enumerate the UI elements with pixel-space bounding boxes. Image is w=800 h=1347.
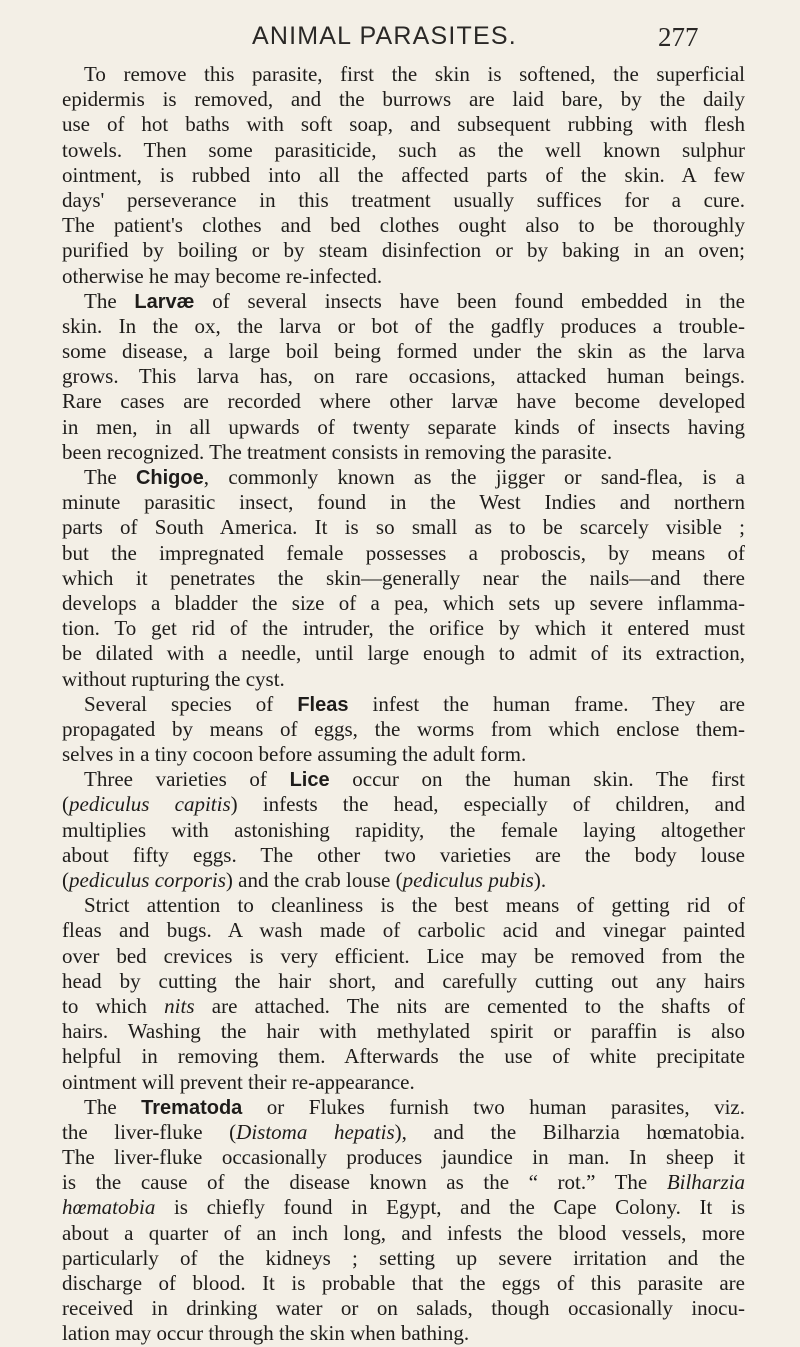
text-line — [62, 138, 745, 163]
text-segment: is the cause of the disease known as the “ rot.” The — [62, 1170, 667, 1195]
text-line — [62, 641, 745, 666]
text-segment: be dilated with a needle, until large enough to admit of its extraction, — [62, 641, 745, 666]
text-line — [62, 515, 745, 540]
text-segment: ) and the crab louse ( — [225, 868, 403, 892]
italic-term: pediculus corporis — [69, 868, 226, 892]
bold-term: Fleas — [297, 693, 349, 716]
text-segment: infest the human frame. They are — [348, 691, 745, 716]
text-line — [62, 1019, 745, 1044]
text-line — [62, 742, 745, 767]
text-line — [62, 112, 745, 137]
text-segment: parts of South America. It is so small as to be scarcely visible ; — [62, 515, 745, 540]
text-line — [62, 818, 745, 843]
text-line — [62, 238, 745, 263]
text-segment: multiplies with astonishing rapidity, the female laying altogether — [62, 817, 745, 842]
text-segment: Rare cases are recorded where other larvæ have become developed — [62, 389, 745, 414]
text-segment: helpful in removing them. Afterwards the use of white precipitate — [62, 1044, 745, 1069]
text-line — [62, 566, 745, 591]
text-segment: The — [84, 465, 136, 489]
text-line — [62, 62, 745, 87]
text-segment: is chiefly found in Egypt, and the Cape Colony. It is — [155, 1195, 745, 1220]
text-line — [62, 1296, 745, 1321]
text-line — [62, 163, 745, 188]
text-segment: tion. To get rid of the intruder, the orifice by which it entered must — [62, 616, 745, 641]
text-line — [62, 541, 745, 566]
text-segment: to which — [62, 993, 165, 1018]
text-segment: The — [84, 288, 135, 313]
bold-term: Lice — [289, 769, 330, 792]
text-line — [62, 767, 745, 792]
paragraph — [62, 62, 745, 289]
text-segment: about a quarter of an inch long, and infests the blood vessels, more — [62, 1220, 745, 1245]
text-segment: Several species of — [84, 691, 298, 716]
text-line — [62, 188, 745, 213]
text-line — [62, 944, 745, 969]
text-segment: some disease, a large boil being formed under the skin as the larva — [62, 339, 745, 364]
text-line — [62, 692, 745, 717]
page-number: 277 — [658, 22, 699, 52]
text-segment: the liver-fluke ( — [62, 1119, 237, 1144]
text-line — [62, 1195, 745, 1220]
paragraph — [62, 692, 745, 768]
text-line — [62, 1170, 745, 1195]
italic-term: nits — [164, 993, 195, 1018]
text-segment: or Flukes furnish two human parasites, viz. — [242, 1094, 745, 1119]
text-segment: Strict attention to cleanliness is the best means of getting rid of — [84, 893, 745, 918]
text-segment: occur on the human skin. The first — [329, 767, 745, 792]
paragraph — [62, 465, 745, 692]
text-line — [62, 792, 745, 817]
text-line — [62, 415, 745, 440]
text-segment: otherwise he may become re-infected. — [62, 263, 383, 288]
text-segment: The patient's clothes and bed clothes ought also to be thoroughly — [62, 213, 745, 238]
text-segment: skin. In the ox, the larva or bot of the gadfly produces a trouble- — [62, 313, 745, 338]
text-line — [62, 339, 745, 364]
text-segment: of several insects have been found embedded in the — [194, 288, 745, 313]
paragraph — [62, 893, 745, 1095]
text-segment: grows. This larva has, on rare occasions, attacked human beings. — [62, 364, 745, 389]
text-line — [62, 591, 745, 616]
text-line — [62, 667, 745, 692]
text-segment: over bed crevices is very efficient. Lice may be removed from the — [62, 943, 745, 968]
text-line — [62, 1044, 745, 1069]
text-line — [62, 969, 745, 994]
italic-term: Distoma hepatis — [236, 1119, 395, 1144]
text-segment: use of hot baths with soft soap, and subsequent rubbing with flesh — [62, 112, 745, 137]
text-line — [62, 289, 745, 314]
running-header — [0, 14, 800, 54]
bold-term: Larvæ — [134, 290, 195, 313]
text-line — [62, 1095, 745, 1120]
text-segment: lation may occur through the skin when bathing. — [62, 1321, 470, 1346]
text-line — [62, 1321, 745, 1346]
text-line — [62, 364, 745, 389]
text-line — [62, 994, 745, 1019]
paragraph — [62, 1095, 745, 1347]
text-line — [62, 868, 745, 893]
text-segment: particularly of the kidneys ; setting up severe irritation and the — [62, 1245, 745, 1270]
text-segment: The — [84, 1094, 142, 1119]
text-line — [62, 893, 745, 918]
text-segment: ointment will prevent their re-appearance. — [62, 1069, 415, 1094]
text-segment: head by cutting the hair short, and carefully cutting out any hairs — [62, 968, 745, 993]
text-line — [62, 465, 745, 490]
text-line — [62, 918, 745, 943]
text-segment: are attached. The nits are cemented to the shafts of — [194, 993, 745, 1018]
text-segment: To remove this parasite, first the skin is softened, the superficial — [84, 62, 745, 86]
text-segment: selves in a tiny cocoon before assuming the adult form. — [62, 742, 527, 767]
text-segment: propagated by means of eggs, the worms from which enclose them- — [62, 716, 745, 741]
body-text — [62, 62, 745, 1347]
text-segment: hairs. Washing the hair with methylated spirit or paraffin is also — [62, 1019, 745, 1044]
text-line — [62, 213, 745, 238]
text-line — [62, 1070, 745, 1095]
italic-term: pediculus capitis — [69, 792, 231, 817]
text-line — [62, 843, 745, 868]
text-segment: Three varieties of — [84, 767, 290, 792]
paragraph — [62, 767, 745, 893]
text-segment: about fifty eggs. The other two varieties are the body louse — [62, 842, 745, 867]
text-line — [62, 1145, 745, 1170]
running-title: ANIMAL PARASITES. — [252, 22, 517, 50]
text-segment: ). — [533, 868, 547, 892]
text-segment: which it penetrates the skin—generally near the nails—and there — [62, 565, 745, 590]
text-line — [62, 264, 745, 289]
text-segment: ( — [62, 792, 69, 817]
text-segment: ( — [62, 868, 69, 892]
text-segment: develops a bladder the size of a pea, which sets up severe inflamma- — [62, 590, 745, 615]
text-line — [62, 1221, 745, 1246]
text-segment: The liver-fluke occasionally produces jaundice in man. In sheep it — [62, 1145, 745, 1170]
text-segment: epidermis is removed, and the burrows are laid bare, by the daily — [62, 87, 745, 112]
text-segment: days' perseverance in this treatment usually suffices for a cure. — [62, 187, 745, 212]
text-segment: discharge of blood. It is probable that the eggs of this parasite are — [62, 1271, 745, 1295]
text-segment: but the impregnated female possesses a proboscis, by means of — [62, 540, 745, 565]
text-segment: minute parasitic insect, found in the West Indies and northern — [62, 490, 745, 515]
text-segment: fleas and bugs. A wash made of carbolic acid and vinegar painted — [62, 918, 745, 943]
text-line — [62, 1271, 745, 1296]
bold-term: Chigoe — [135, 467, 204, 489]
italic-term: Bilharzia — [666, 1170, 745, 1195]
italic-term: pediculus pubis — [402, 868, 534, 892]
bold-term: Trematoda — [141, 1096, 243, 1119]
text-line — [62, 717, 745, 742]
text-segment: in men, in all upwards of twenty separate kinds of insects having — [62, 414, 745, 439]
text-segment: purified by boiling or by steam disinfection or by baking in an oven; — [62, 238, 745, 263]
italic-term: hœmatobia — [62, 1195, 156, 1220]
text-segment: been recognized. The treatment consists in removing the parasite. — [62, 439, 613, 464]
text-segment: ointment, is rubbed into all the affected parts of the skin. A few — [62, 162, 745, 187]
text-line — [62, 389, 745, 414]
text-segment: ) infests the head, especially of children, and — [230, 792, 745, 817]
text-line — [62, 1120, 745, 1145]
text-segment: without rupturing the cyst. — [62, 666, 285, 691]
text-line — [62, 314, 745, 339]
text-line — [62, 87, 745, 112]
paragraph — [62, 289, 745, 465]
text-line — [62, 440, 745, 465]
text-segment: , commonly known as the jigger or sand-flea, is a — [203, 465, 745, 489]
text-segment: ), and the Bilharzia hœmatobia. — [394, 1119, 745, 1144]
text-segment: towels. Then some parasiticide, such as the well known sulphur — [62, 137, 745, 162]
text-line — [62, 1246, 745, 1271]
text-line — [62, 616, 745, 641]
text-segment: received in drinking water or on salads, though occasionally inocu- — [62, 1296, 745, 1321]
text-line — [62, 490, 745, 515]
